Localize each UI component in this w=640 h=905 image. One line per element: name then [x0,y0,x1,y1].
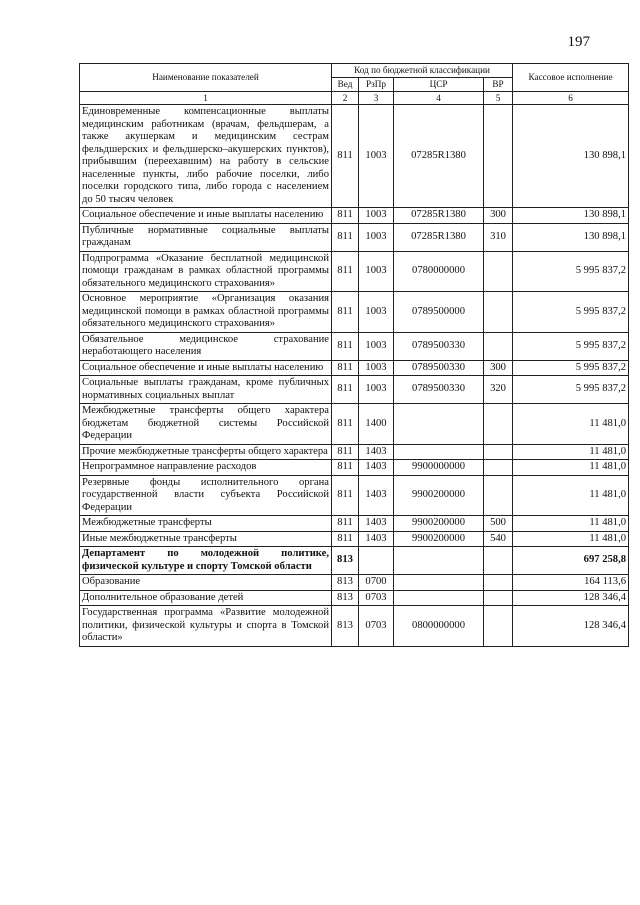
row-name: Основное мероприятие «Организация оказания медицинской помощи в рамках областной программы обязательного медицинского страхования» [80,292,332,333]
row-name: Прочие межбюджетные трансферты общего характера [80,444,332,460]
row-ved: 811 [332,516,359,532]
row-name: Департамент по молодежной политике, физической культуре и спорту Томской области [80,547,332,575]
row-name: Дополнительное образование детей [80,590,332,606]
row-rzpr: 1403 [359,516,394,532]
table-row [80,404,629,445]
row-vr [484,292,513,333]
row-rzpr [359,547,394,575]
row-ved: 811 [332,105,359,208]
row-ved: 811 [332,460,359,476]
row-rzpr: 1003 [359,292,394,333]
row-ved: 813 [332,590,359,606]
row-ved: 811 [332,251,359,292]
row-ved: 813 [332,575,359,591]
row-vr [484,475,513,516]
row-name: Социальное обеспечение и иные выплаты населению [80,208,332,224]
header-ved: Вед [332,78,359,92]
col-num: 5 [484,92,513,105]
row-ved: 811 [332,332,359,360]
row-rzpr: 1003 [359,208,394,224]
table-row [80,251,629,292]
row-vr [484,404,513,445]
row-name: Иные межбюджетные трансферты [80,531,332,547]
row-csr [394,575,484,591]
row-name: Непрограммное направление расходов [80,460,332,476]
row-ved: 811 [332,475,359,516]
row-name: Обязательное медицинское страхование неработающего населения [80,332,332,360]
row-vr [484,105,513,208]
table-row [80,547,629,575]
row-vr [484,460,513,476]
row-rzpr: 1003 [359,332,394,360]
row-rzpr: 1003 [359,360,394,376]
col-num: 6 [513,92,629,105]
row-amount: 11 481,0 [513,444,629,460]
row-csr: 9900000000 [394,460,484,476]
row-vr [484,575,513,591]
row-rzpr: 1403 [359,531,394,547]
row-amount: 5 995 837,2 [513,360,629,376]
row-ved: 811 [332,444,359,460]
row-amount: 130 898,1 [513,223,629,251]
row-csr [394,444,484,460]
row-csr: 9900200000 [394,516,484,532]
header-amount: Кассовое исполнение [513,64,629,92]
row-amount: 130 898,1 [513,208,629,224]
row-vr: 500 [484,516,513,532]
budget-table [79,63,629,647]
table-row [80,332,629,360]
row-rzpr: 1003 [359,251,394,292]
row-ved: 811 [332,531,359,547]
row-vr: 310 [484,223,513,251]
row-vr [484,332,513,360]
row-csr: 0789500330 [394,360,484,376]
row-amount: 11 481,0 [513,475,629,516]
row-ved: 811 [332,404,359,445]
row-vr [484,251,513,292]
header-code-group: Код по бюджетной классификации [332,64,513,78]
col-num: 1 [80,92,332,105]
table-body [80,105,629,647]
table-row [80,590,629,606]
col-num: 2 [332,92,359,105]
row-amount: 11 481,0 [513,531,629,547]
row-name: Социальное обеспечение и иные выплаты населению [80,360,332,376]
row-ved: 811 [332,223,359,251]
row-name: Государственная программа «Развитие молодежной политики, физической культуры и спорта в Томской области» [80,606,332,647]
table-row [80,105,629,208]
table-row [80,360,629,376]
row-rzpr: 1400 [359,404,394,445]
table-row [80,292,629,333]
page-number: 197 [567,34,590,50]
row-rzpr: 1403 [359,460,394,476]
row-name: Единовременные компенсационные выплаты медицинским работникам (врачам, фельдшерам, а также акушеркам и медицинским сестрам фельдшерских и фельдшерско–акушерских пунктов), прибывшим (переехавшим) на работу в сельские населенные пункты, либо рабочие поселки, либо поселки городского типа, либо города с населением до 50 тысяч человек [80,105,332,208]
row-name: Образование [80,575,332,591]
row-name: Социальные выплаты гражданам, кроме публичных нормативных социальных выплат [80,376,332,404]
row-csr [394,404,484,445]
row-vr: 540 [484,531,513,547]
row-amount: 128 346,4 [513,590,629,606]
row-ved: 811 [332,360,359,376]
row-rzpr: 0703 [359,606,394,647]
row-vr: 300 [484,208,513,224]
row-amount: 5 995 837,2 [513,376,629,404]
row-ved: 813 [332,606,359,647]
row-csr: 07285R1380 [394,223,484,251]
row-amount: 164 113,6 [513,575,629,591]
row-rzpr: 1403 [359,444,394,460]
row-csr: 9900200000 [394,531,484,547]
row-name: Резервные фонды исполнительного органа государственной власти субъекта Российской Федерации [80,475,332,516]
row-amount: 11 481,0 [513,516,629,532]
row-csr: 0780000000 [394,251,484,292]
row-rzpr: 0703 [359,590,394,606]
col-num: 3 [359,92,394,105]
row-amount: 5 995 837,2 [513,292,629,333]
table-row [80,531,629,547]
table-row [80,460,629,476]
row-csr: 0789500000 [394,292,484,333]
row-name: Подпрограмма «Оказание бесплатной медицинской помощи гражданам в рамках областной программы обязательного медицинского страхования» [80,251,332,292]
header-csr: ЦСР [394,78,484,92]
row-name: Межбюджетные трансферты [80,516,332,532]
col-num: 4 [394,92,484,105]
column-number-row [80,92,629,105]
row-vr: 300 [484,360,513,376]
row-csr [394,547,484,575]
row-ved: 811 [332,208,359,224]
row-csr: 07285R1380 [394,208,484,224]
row-csr [394,590,484,606]
table-row [80,208,629,224]
row-ved: 813 [332,547,359,575]
table-row [80,606,629,647]
row-csr: 0789500330 [394,376,484,404]
row-vr: 320 [484,376,513,404]
table-row [80,223,629,251]
row-ved: 811 [332,376,359,404]
row-amount: 697 258,8 [513,547,629,575]
row-rzpr: 0700 [359,575,394,591]
header-vr: ВР [484,78,513,92]
header-rzpr: РзПр [359,78,394,92]
row-csr: 0800000000 [394,606,484,647]
row-amount: 128 346,4 [513,606,629,647]
table-row [80,575,629,591]
row-vr [484,547,513,575]
row-csr: 07285R1380 [394,105,484,208]
row-csr: 9900200000 [394,475,484,516]
table-row [80,376,629,404]
row-rzpr: 1003 [359,223,394,251]
row-amount: 11 481,0 [513,404,629,445]
table-row [80,475,629,516]
row-name: Межбюджетные трансферты общего характера бюджетам бюджетной системы Российской Федерации [80,404,332,445]
row-rzpr: 1003 [359,105,394,208]
row-vr [484,590,513,606]
row-csr: 0789500330 [394,332,484,360]
header-name: Наименование показателей [80,64,332,92]
row-vr [484,606,513,647]
row-ved: 811 [332,292,359,333]
row-rzpr: 1403 [359,475,394,516]
row-name: Публичные нормативные социальные выплаты гражданам [80,223,332,251]
row-amount: 5 995 837,2 [513,332,629,360]
row-amount: 5 995 837,2 [513,251,629,292]
table-row [80,516,629,532]
table-row [80,444,629,460]
row-amount: 11 481,0 [513,460,629,476]
row-rzpr: 1003 [359,376,394,404]
row-vr [484,444,513,460]
row-amount: 130 898,1 [513,105,629,208]
